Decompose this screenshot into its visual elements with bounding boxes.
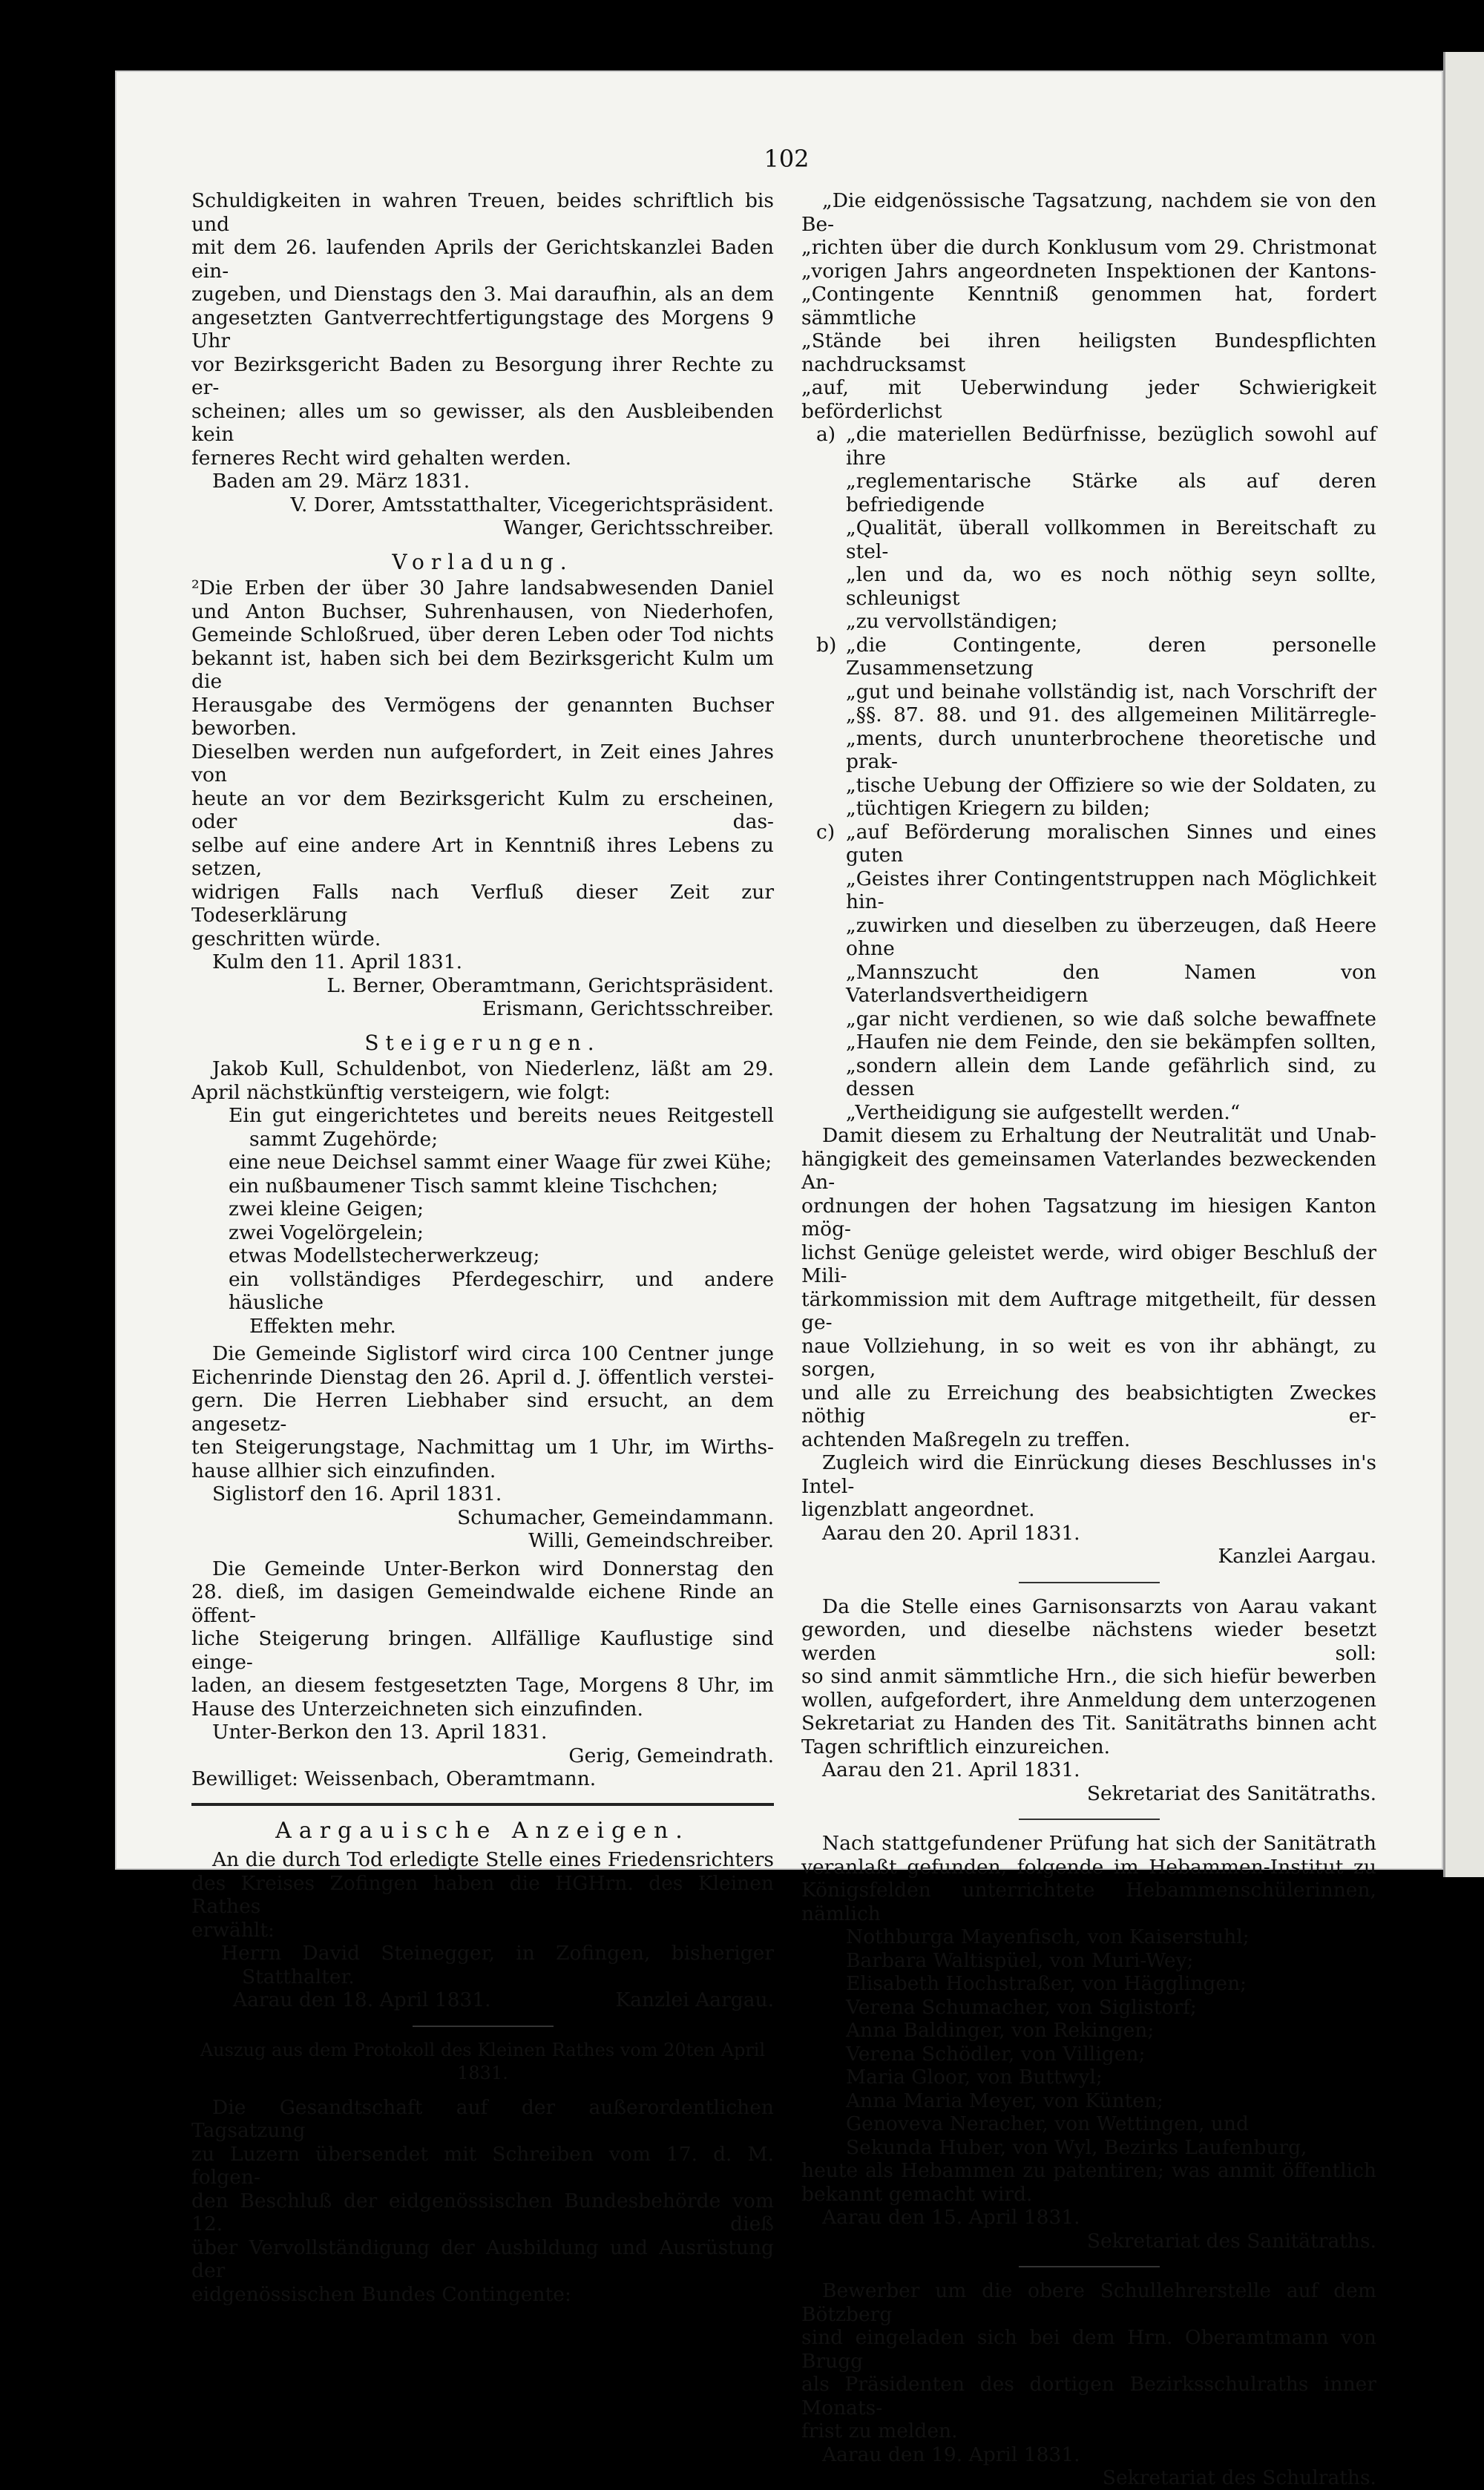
text-line: Statthalter. <box>242 1965 355 1988</box>
text-line: frist zu melden. <box>801 2420 958 2443</box>
resolution-item-b <box>801 634 1376 821</box>
text-line: Damit diesem zu Erhaltung der Neutralität und Unab- <box>822 1124 1376 1147</box>
signature: Sekretariat des Schulraths. <box>1102 2466 1376 2489</box>
text-line: den Beschluß der eidgenössischen Bundesbehörde vom 12. dieß <box>191 2189 774 2236</box>
text-line: veranlaßt gefunden, folgende im Hebammen-Institut zu <box>801 1855 1376 1879</box>
text-line: geschritten würde. <box>191 927 381 950</box>
list-item: Anna Baldinger, von Rekingen; <box>846 2019 1155 2042</box>
text-line: April nächstkünftig versteigern, wie folgt: <box>191 1080 611 1104</box>
text-line: Die Gemeinde Unter-Berkon wird Donnerstag den <box>212 1557 774 1580</box>
text-line: „Contingente Kenntniß genommen hat, fordert sämmtliche <box>801 283 1376 329</box>
list-item: Anna Maria Meyer, von Künten; <box>846 2089 1163 2112</box>
text-line: Eichenrinde Dienstag den 26. April d. J. öffentlich verstei- <box>191 1365 774 1389</box>
text-line: „Stände bei ihren heiligsten Bundespflichten nachdrucksamst <box>801 329 1376 376</box>
text-line: liche Steigerung bringen. Allfällige Kauflustige sind einge- <box>191 1627 774 1674</box>
item-label: c) <box>816 820 835 844</box>
text-line: zugeben, und Dienstags den 3. Mai daraufhin, als an dem <box>191 283 774 306</box>
list-item: Effekten mehr. <box>249 1314 396 1338</box>
text-line: „die Contingente, deren personelle Zusammensetzung <box>846 633 1376 680</box>
date-signature-row <box>191 1988 774 2012</box>
text-line: lichst Genüge geleistet werde, wird obiger Beschluß der Mili- <box>801 1241 1376 1287</box>
text-line: Hause des Unterzeichneten sich einzufinden. <box>191 1697 643 1721</box>
list-item: ein nußbaumener Tisch sammt kleine Tischchen; <box>229 1174 718 1198</box>
divider <box>1019 1819 1160 1820</box>
text-line: „Geistes ihrer Contingentstruppen nach Möglichkeit hin- <box>846 867 1376 913</box>
text-line: „Haufen nie dem Feinde, den sie bekämpfen sollten, <box>846 1031 1376 1054</box>
list-item: Nothburga Mayenfisch, von Kaiserstuhl; <box>846 1925 1250 1948</box>
text-line: „reglementarische Stärke als auf deren befriedigende <box>846 470 1376 516</box>
kull-notice <box>191 1057 774 1338</box>
text-line: naue Vollziehung, in so weit es von ihr abhängt, zu sorgen, <box>801 1334 1376 1381</box>
friedensrichter-notice <box>191 1848 774 2012</box>
text-line: achtenden Maßregeln zu treffen. <box>801 1428 1131 1451</box>
text-line: „tische Uebung der Offiziere so wie der Soldaten, zu <box>846 773 1376 797</box>
text-line: bekannt ist, haben sich bei dem Bezirksgericht Kulm um die <box>191 646 774 693</box>
signature: Sekretariat des Sanitätraths. <box>1086 1781 1376 1805</box>
text-line: ²Die Erben der über 30 Jahre landsabwesenden Daniel <box>191 576 774 599</box>
text-line: „Die eidgenössische Tagsatzung, nachdem sie von den Be- <box>801 189 1376 236</box>
siglistorf-notice <box>191 1342 774 1553</box>
text-line: „richten über die durch Konklusum vom 29. Christmonat <box>801 236 1376 259</box>
text-line: 28. dieß, im dasigen Gemeindwalde eichene Rinde an öffent- <box>191 1580 774 1627</box>
text-line: Bewerber um die obere Schullehrerstelle auf dem Bötzberg <box>801 2279 1376 2326</box>
militaerkommission-notice <box>801 1124 1376 1568</box>
unter-berkon-notice <box>191 1557 774 1791</box>
resolution-item-a <box>801 423 1376 634</box>
text-line: eidgenössischen Bundes Contingente: <box>191 2282 571 2306</box>
text-line: An die durch Tod erledigte Stelle eines Friedensrichters <box>212 1848 774 1871</box>
place-date: Aarau den 20. April 1831. <box>822 1521 1080 1545</box>
text-line: des Kreises Zofingen haben die HGHrn. des Kleinen Rathes <box>191 1871 774 1918</box>
signature: Sekretariat des Sanitätraths. <box>1086 2229 1376 2253</box>
text-line: Gemeinde Schloßrued, über deren Leben oder Tod nichts <box>191 623 774 646</box>
text-line: „zu vervollständigen; <box>846 610 1058 633</box>
item-body <box>846 634 1376 821</box>
signature: Erismann, Gerichtsschreiber. <box>482 997 774 1020</box>
place-date: Aarau den 15. April 1831. <box>822 2206 1080 2229</box>
text-line: „sondern allein dem Lande gefährlich sind, zu dessen <box>846 1054 1376 1100</box>
protocol-heading: Auszug aus dem Protokoll des Kleinen Rathes vom 20ten April 1831. <box>200 2039 766 2083</box>
text-line: geworden, und dieselbe nächstens wieder besetzt werden soll: <box>801 1618 1376 1665</box>
item-row <box>816 821 1376 1125</box>
signature: Gerig, Gemeindrath. <box>568 1744 774 1767</box>
signature: L. Berner, Oberamtmann, Gerichtspräsident. <box>326 973 774 997</box>
text-line: ordnungen der hohen Tagsatzung im hiesigen Kanton mög- <box>801 1194 1376 1241</box>
signature: Kanzlei Aargau. <box>1218 1545 1376 1568</box>
text-line: vor Bezirksgericht Baden zu Besorgung ihrer Rechte zu er- <box>191 352 774 399</box>
text-line: Die Gesandtschaft auf der außerordentlichen Tagsatzung <box>191 2095 774 2142</box>
item-body <box>846 821 1376 1125</box>
place-date: Unter-Berkon den 13. April 1831. <box>212 1721 548 1744</box>
divider <box>1019 2266 1160 2267</box>
signature: Schumacher, Gemeindammann. <box>457 1505 774 1529</box>
text-line: und alle zu Erreichung des beabsichtigten Zweckes nöthig er- <box>801 1381 1376 1428</box>
text-line: hängigkeit des gemeinsamen Vaterlandes bezweckenden An- <box>801 1147 1376 1194</box>
text-line: „Mannszucht den Namen von Vaterlandsvertheidigern <box>846 960 1376 1007</box>
text-line: „auf, mit Ueberwindung jeder Schwierigkeit beförderlichst <box>801 376 1376 423</box>
text-line: widrigen Falls nach Verfluß dieser Zeit zur Todeserklärung <box>191 880 774 927</box>
text-line: „vorigen Jahrs angeordneten Inspektionen der Kantons- <box>801 259 1376 283</box>
section-heading-steigerungen: Steigerungen. <box>364 1030 601 1055</box>
text-line: so sind anmit sämmtliche Hrn., die sich hiefür bewerben <box>801 1665 1376 1688</box>
list-item: sammt Zugehörde; <box>249 1127 439 1151</box>
text-line: „tüchtigen Kriegern zu bilden; <box>846 797 1151 820</box>
divider <box>1019 1582 1160 1583</box>
text-line: heute an vor dem Bezirksgericht Kulm zu erscheinen, oder das- <box>191 786 774 833</box>
text-line: „§§. 87. 88. und 91. des allgemeinen Militärregle- <box>846 703 1376 726</box>
text-line: Königsfelden unterrichtete Hebammenschülerinnen, nämlich <box>801 1879 1376 1925</box>
text-line: „gut und beinahe vollständig ist, nach Vorschrift der <box>846 680 1376 703</box>
text-line: Herrn David Steinegger, in Zofingen, bisheriger <box>221 1942 774 1965</box>
section-divider <box>191 1803 774 1806</box>
text-line: tärkommission mit dem Auftrage mitgetheilt, für dessen ge- <box>801 1287 1376 1334</box>
list-item: Ein gut eingerichtetes und bereits neues Reitgestell <box>229 1104 774 1127</box>
hebammen-notice <box>801 1832 1376 2253</box>
list-item: Sekunda Huber, von Wyl, Bezirks Laufenburg, <box>846 2135 1307 2159</box>
text-line: Die Gemeinde Siglistorf wird circa 100 Centner junge <box>212 1342 774 1365</box>
item-body <box>846 423 1376 634</box>
text-line: Schuldigkeiten in wahren Treuen, beides schriftlich bis und <box>191 189 774 236</box>
gesandtschaft-notice <box>191 2096 774 2307</box>
section-heading-aargauische-anzeigen: Aargauische Anzeigen. <box>275 1817 690 1844</box>
text-line: mit dem 26. laufenden Aprils der Gerichtskanzlei Baden ein- <box>191 236 774 283</box>
list-item: zwei kleine Geigen; <box>229 1198 424 1221</box>
signature: Wanger, Gerichtsschreiber. <box>503 516 774 539</box>
text-line: gern. Die Herren Liebhaber sind ersucht, an dem angesetz- <box>191 1389 774 1436</box>
intro-notice <box>191 189 774 540</box>
text-line: „Qualität, überall vollkommen in Bereitschaft zu stel- <box>846 516 1376 563</box>
place-date: Siglistorf den 16. April 1831. <box>212 1482 502 1505</box>
place-date: Kulm den 11. April 1831. <box>212 950 463 973</box>
signature: Willi, Gemeindschreiber. <box>528 1529 774 1552</box>
text-line: „len und da, wo es noch nöthig seyn sollte, schleunigst <box>846 563 1376 610</box>
text-line: Zugleich wird die Einrückung dieses Beschlusses in's Intel- <box>801 1451 1376 1498</box>
text-line: ligenzblatt angeordnet. <box>801 1498 1035 1521</box>
text-line: Da die Stelle eines Garnisonsarzts von Aarau vakant <box>822 1594 1376 1618</box>
vorladung-notice <box>191 576 774 1021</box>
text-line: Dieselben werden nun aufgefordert, in Zeit eines Jahres von <box>191 740 774 786</box>
text-line: hause allhier sich einzufinden. <box>191 1459 496 1482</box>
list-item: Verena Schumacher, von Siglistorf; <box>846 1995 1197 2019</box>
page-number: 102 <box>764 145 810 173</box>
text-line: „ments, durch ununterbrochene theoretische und prak- <box>846 726 1376 773</box>
item-row <box>816 634 1376 821</box>
text-line: „Vertheidigung sie aufgestellt werden.“ <box>846 1100 1241 1124</box>
text-line: „gar nicht verdienen, so wie daß solche bewaffnete <box>846 1007 1376 1031</box>
text-line: über Vervollständigung der Ausbildung und Ausrüstung der <box>191 2236 774 2282</box>
place-date: Aarau den 19. April 1831. <box>822 2443 1080 2466</box>
text-line: sind eingeladen sich bei dem Hrn. Oberamtmann von Brugg <box>801 2326 1376 2373</box>
place-date: Baden am 29. März 1831. <box>212 470 470 493</box>
text-line: und Anton Buchser, Suhrenhausen, von Niederhofen, <box>191 599 774 623</box>
text-line: laden, an diesem festgesetzten Tage, Morgens 8 Uhr, im <box>191 1674 774 1697</box>
left-column <box>191 189 774 2306</box>
list-item: Maria Gloor, von Buttwyl; <box>846 2066 1103 2089</box>
text-line: heute als Hebammen zu patentiren; was anmit öffentlich <box>801 2159 1376 2182</box>
text-line: angesetzten Gantverrechtfertigungstage des Morgens 9 Uhr <box>191 306 774 352</box>
text-line: als Präsidenten des dortigen Bezirksschulraths inner Monats- <box>801 2373 1376 2420</box>
text-line: ten Steigerungstage, Nachmittag um 1 Uhr, im Wirths- <box>191 1436 774 1459</box>
place-date: Aarau den 18. April 1831. <box>233 1988 491 2011</box>
list-item: Verena Schödler, von Villigen; <box>846 2042 1146 2066</box>
list-item: ein vollständiges Pferdegeschirr, und andere häusliche <box>229 1267 774 1314</box>
text-line: zu Luzern übersendet mit Schreiben vom 17. d. M. folgen- <box>191 2142 774 2189</box>
list-item: Barbara Waltispüel, von Muri-Wey; <box>846 1948 1194 1972</box>
text-line: Sekretariat zu Handen des Tit. Sanitätraths binnen acht <box>801 1712 1376 1735</box>
next-page-edge <box>1443 52 1484 1877</box>
text-line: „auf Beförderung moralischen Sinnes und eines guten <box>846 820 1376 867</box>
auction-item-list <box>191 1104 774 1338</box>
resolution-item-c <box>801 821 1376 1125</box>
approval-line: Bewilliget: Weissenbach, Oberamtmann. <box>191 1767 597 1790</box>
text-line: „zuwirken und dieselben zu überzeugen, daß Heere ohne <box>846 913 1376 960</box>
item-label: a) <box>816 423 836 446</box>
item-row <box>816 423 1376 634</box>
text-line: erwählt: <box>191 1918 275 1942</box>
list-item: zwei Vogelörgelein; <box>229 1221 424 1244</box>
text-line: scheinen; alles um so gewisser, als den Ausbleibenden kein <box>191 399 774 446</box>
list-item: Elisabeth Hochstraßer, von Hägglingen; <box>846 1972 1247 1995</box>
right-column <box>801 189 1376 2490</box>
list-item: etwas Modellstecherwerkzeug; <box>229 1244 540 1267</box>
divider <box>413 2026 554 2027</box>
signature: V. Dorer, Amtsstatthalter, Vicegerichtspräsident. <box>290 493 774 516</box>
schullehrer-notice <box>801 2279 1376 2490</box>
place-date: Aarau den 21. April 1831. <box>822 1758 1080 1781</box>
signature: Kanzlei Aargau. <box>615 1988 774 2011</box>
text-line: Tagen schriftlich einzureichen. <box>801 1735 1111 1758</box>
section-heading-vorladung: Vorladung. <box>392 549 574 574</box>
text-line: wollen, aufgefordert, ihre Anmeldung dem unterzogenen <box>801 1688 1376 1712</box>
tagsatzung-resolution <box>801 189 1376 423</box>
text-line: selbe auf eine andere Art in Kenntniß ihres Lebens zu setzen, <box>191 833 774 880</box>
garnisonsarzt-notice <box>801 1595 1376 1806</box>
text-line: „die materiellen Bedürfnisse, bezüglich sowohl auf ihre <box>846 423 1376 470</box>
list-item: eine neue Deichsel sammt einer Waage für zwei Kühe; <box>229 1151 772 1174</box>
item-label: b) <box>816 633 837 657</box>
text-line: bekannt gemacht wird. <box>801 2182 1033 2206</box>
text-line: ferneres Recht wird gehalten werden. <box>191 446 572 470</box>
text-line: Jakob Kull, Schuldenbot, von Niederlenz, läßt am 29. <box>212 1057 774 1080</box>
text-line: Herausgabe des Vermögens der genannten Buchser beworben. <box>191 693 774 740</box>
text-line: Nach stattgefundener Prüfung hat sich der Sanitätrath <box>822 1832 1376 1855</box>
list-item: Genoveva Neracher, von Wettingen, und <box>846 2112 1249 2135</box>
name-list <box>801 1925 1376 2159</box>
